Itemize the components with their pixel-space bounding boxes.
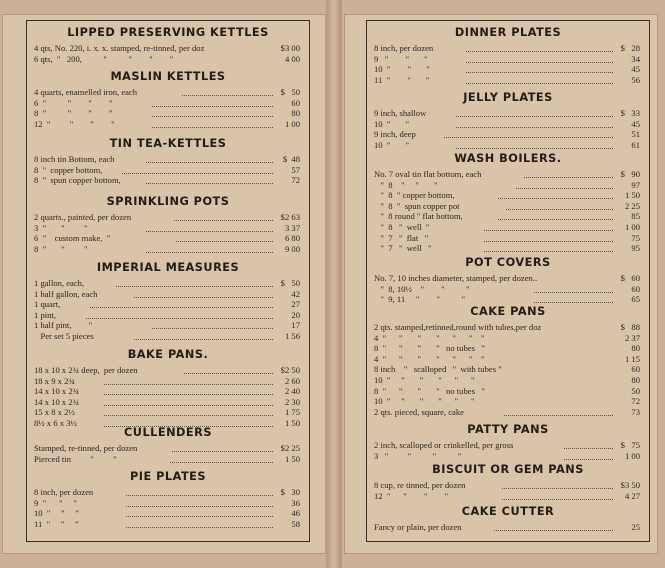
price-row xyxy=(367,273,649,284)
section-bake-pans xyxy=(27,348,309,429)
price-row xyxy=(27,119,309,130)
price-row xyxy=(367,322,649,333)
item-description: 18 x 10 x 2¾ deep, per dozen xyxy=(34,365,138,375)
section-cake-cutter xyxy=(367,505,649,533)
price-row xyxy=(367,201,649,212)
section-title: CAKE PANS xyxy=(470,305,546,318)
price-row xyxy=(367,64,649,75)
item-price: 45 xyxy=(631,64,640,75)
item-price: 97 xyxy=(631,179,640,190)
price-row xyxy=(27,376,309,387)
price-row xyxy=(27,98,309,109)
item-price: $ 28 xyxy=(620,43,640,53)
price-row xyxy=(367,169,649,180)
item-description: 9 inch, shallow xyxy=(374,108,427,118)
item-description: 8½ x 6 x 3½ xyxy=(34,417,77,428)
item-description: 10 " " xyxy=(374,139,409,150)
item-price: 58 xyxy=(291,518,300,529)
item-price: 1 00 xyxy=(624,450,640,461)
section-jelly-plates xyxy=(367,91,649,150)
leader-dots xyxy=(524,176,613,178)
item-price: 80 xyxy=(631,374,640,385)
item-description: " 8 " well " xyxy=(374,221,430,232)
price-row xyxy=(367,211,649,222)
item-price: 1 00 xyxy=(284,118,300,129)
item-description: 10 " " " " " " xyxy=(374,374,475,385)
price-row xyxy=(27,165,309,176)
leader-dots xyxy=(152,115,273,117)
price-row xyxy=(367,440,649,451)
item-price: 80 xyxy=(291,108,300,119)
item-price: 73 xyxy=(631,406,640,417)
item-price: 61 xyxy=(631,139,640,150)
price-row xyxy=(27,108,309,119)
price-row xyxy=(27,519,309,530)
item-price: 51 xyxy=(631,129,640,140)
section-wash-boilers xyxy=(367,152,649,254)
section-pie-plates xyxy=(27,470,309,529)
item-price: 2 25 xyxy=(624,200,640,211)
item-price: 65 xyxy=(631,294,640,305)
item-price: $ 90 xyxy=(620,169,640,179)
item-price: $3 50 xyxy=(620,480,640,490)
price-row xyxy=(27,365,309,376)
item-description: 10 " " " xyxy=(34,508,79,519)
leader-dots xyxy=(184,372,273,374)
leader-dots xyxy=(170,461,273,463)
item-description: 9 inch, deep xyxy=(374,129,416,140)
leader-dots xyxy=(126,515,273,517)
item-description: No. 7 oval tin flat bottom, each xyxy=(374,169,482,179)
item-description: 15 x 8 x 2½ xyxy=(34,407,75,418)
item-description: 10 " " " " " " xyxy=(374,396,475,407)
leader-dots xyxy=(466,61,613,63)
price-row xyxy=(27,454,309,465)
leader-dots xyxy=(126,494,273,496)
leader-dots xyxy=(502,487,613,489)
price-row xyxy=(27,289,309,300)
leader-dots xyxy=(126,505,273,507)
price-row xyxy=(367,407,649,418)
item-description: 3 " " " " xyxy=(374,450,462,461)
price-row xyxy=(367,333,649,344)
leader-dots xyxy=(104,393,273,395)
price-row xyxy=(27,320,309,331)
item-price: 1 75 xyxy=(284,407,300,418)
leader-dots xyxy=(484,229,613,231)
item-description: 14 x 10 x 2¾ xyxy=(34,386,80,397)
price-row xyxy=(27,233,309,244)
price-row xyxy=(27,212,309,223)
item-description: Fancy or plain, per dozen xyxy=(374,522,462,532)
item-price: 42 xyxy=(291,288,300,299)
leader-dots xyxy=(146,182,273,184)
item-description: 9 " " " xyxy=(34,497,77,508)
item-description: 1 gallon, each, xyxy=(34,278,85,288)
price-row xyxy=(27,43,309,54)
leader-dots xyxy=(152,105,273,107)
item-description: " 9, 11 " " " xyxy=(374,294,466,305)
item-price: 60 xyxy=(631,364,640,375)
item-price: 17 xyxy=(291,320,300,331)
item-price: $ 50 xyxy=(280,87,300,97)
price-row xyxy=(367,190,649,201)
price-row xyxy=(27,386,309,397)
item-description: 6 " custom make, " xyxy=(34,233,111,244)
leader-dots xyxy=(484,250,613,252)
section-title: TIN TEA-KETTLES xyxy=(109,137,227,150)
leader-dots xyxy=(176,240,273,242)
leader-dots xyxy=(534,301,613,303)
price-row xyxy=(367,480,649,491)
item-description: Stamped, re-tinned, per dozen xyxy=(34,443,138,453)
right-price-list xyxy=(366,20,650,542)
item-price: $2 50 xyxy=(280,365,300,375)
item-description: 9 " " " xyxy=(374,53,428,64)
item-description: 4 " " " " " " " xyxy=(374,353,485,364)
section-patty-pans xyxy=(367,423,649,461)
leader-dots xyxy=(146,161,273,163)
leader-dots xyxy=(86,317,273,319)
item-price: 45 xyxy=(631,118,640,129)
leader-dots xyxy=(498,197,613,199)
section-title: BISCUIT OR GEM PANS xyxy=(432,463,584,476)
section-tin-tea-kettles xyxy=(27,137,309,186)
section-title: PATTY PANS xyxy=(467,423,549,436)
item-price: 36 xyxy=(291,497,300,508)
leader-dots xyxy=(504,414,613,416)
price-row xyxy=(27,498,309,509)
leader-dots xyxy=(134,296,273,298)
item-price: 1 15 xyxy=(624,353,640,364)
item-price: 9 00 xyxy=(284,243,300,254)
leader-dots xyxy=(456,126,613,128)
item-price: 72 xyxy=(291,175,300,186)
leader-dots xyxy=(466,71,613,73)
price-row xyxy=(27,244,309,255)
price-row xyxy=(367,522,649,533)
section-title: DINNER PLATES xyxy=(454,26,562,39)
item-price: 1 00 xyxy=(624,221,640,232)
item-price: 1 50 xyxy=(624,190,640,201)
leader-dots xyxy=(104,404,273,406)
item-price: 60 xyxy=(291,97,300,108)
price-row xyxy=(27,443,309,454)
item-price: 34 xyxy=(631,53,640,64)
leader-dots xyxy=(90,306,273,308)
leader-dots xyxy=(116,285,273,287)
section-title: SPRINKLING POTS xyxy=(106,195,230,208)
section-title: PIE PLATES xyxy=(129,470,207,483)
section-biscuit-or-gem-pans xyxy=(367,463,649,501)
leader-dots xyxy=(152,327,273,329)
item-price: $ 33 xyxy=(620,108,640,118)
leader-dots xyxy=(466,82,613,84)
item-description: " 8 " spun copper pot xyxy=(374,200,460,211)
leader-dots xyxy=(502,498,613,500)
item-price: $ 75 xyxy=(620,440,640,450)
item-description: 1 quart, xyxy=(34,299,61,310)
item-price: 6 80 xyxy=(284,233,300,244)
leader-dots xyxy=(126,526,273,528)
item-description: 8 " copper bottom, xyxy=(34,164,103,175)
item-price: 57 xyxy=(291,164,300,175)
price-row xyxy=(367,75,649,86)
price-row xyxy=(367,129,649,140)
item-price: 25 xyxy=(631,522,640,532)
leader-dots xyxy=(104,383,273,385)
section-title: POT COVERS xyxy=(465,256,551,269)
item-description: 8 inch tin Bottom, each xyxy=(34,154,115,164)
price-row xyxy=(367,222,649,233)
leader-dots xyxy=(146,230,273,232)
item-description: 3 " " " xyxy=(34,222,88,233)
item-price: 27 xyxy=(291,299,300,310)
item-price: 60 xyxy=(631,283,640,294)
price-row xyxy=(367,386,649,397)
item-price: 1 56 xyxy=(284,330,300,341)
leader-dots xyxy=(174,219,273,221)
price-row xyxy=(27,397,309,408)
section-cullenders xyxy=(27,426,309,464)
leader-dots xyxy=(564,458,613,460)
item-description: " 7 " well " xyxy=(374,243,432,254)
item-price: 46 xyxy=(291,508,300,519)
price-row xyxy=(367,354,649,365)
section-title: CULLENDERS xyxy=(124,426,212,439)
item-description: 2 inch, scalloped or crinkelled, per gross xyxy=(374,440,514,450)
item-price: 4 27 xyxy=(624,490,640,501)
section-pot-covers xyxy=(367,256,649,305)
price-row xyxy=(367,108,649,119)
item-description: 12 " " " " xyxy=(374,490,449,501)
leader-dots xyxy=(498,218,613,220)
item-description: 2 quarts., painted, per dozen xyxy=(34,212,132,222)
leader-dots xyxy=(484,240,613,242)
section-title: LIPPED PRESERVING KETTLES xyxy=(67,26,269,39)
item-price: 80 xyxy=(631,343,640,354)
item-price: 20 xyxy=(291,309,300,320)
item-price: $ 88 xyxy=(620,322,640,332)
price-row xyxy=(27,223,309,234)
section-title: IMPERIAL MEASURES xyxy=(96,261,240,274)
item-description: 8 " " " xyxy=(34,243,88,254)
item-description: 8 cup, re tinned, per dozen xyxy=(374,480,466,490)
item-description: 8 inch, per dozen xyxy=(374,43,434,53)
item-price: 2 37 xyxy=(624,332,640,343)
item-description: 2 qts. stamped,retinned,round with tubes,per doz xyxy=(374,322,542,332)
item-price: 3 37 xyxy=(284,222,300,233)
section-dinner-plates xyxy=(367,26,649,85)
price-row xyxy=(367,396,649,407)
book-spine xyxy=(326,0,342,568)
item-description: 8 " spun copper bottom, xyxy=(34,175,121,186)
price-row xyxy=(367,54,649,65)
item-description: 4 " " " " " " " xyxy=(374,332,485,343)
price-row xyxy=(27,331,309,342)
price-row xyxy=(367,243,649,254)
leader-dots xyxy=(564,447,613,449)
leader-dots xyxy=(122,172,273,174)
item-description: 8 " " " " no tubes " xyxy=(374,343,485,354)
leader-dots xyxy=(516,187,613,189)
item-description: 11 " " " xyxy=(374,74,430,85)
price-row xyxy=(27,299,309,310)
item-description: 1 half gallon, each xyxy=(34,288,98,299)
item-price: 4 00 xyxy=(284,53,300,64)
section-title: WASH BOILERS. xyxy=(454,152,562,165)
item-description: " 8 " copper bottom, xyxy=(374,190,455,201)
item-price: 85 xyxy=(631,211,640,222)
item-price: $ 30 xyxy=(280,487,300,497)
leader-dots xyxy=(146,251,273,253)
price-row xyxy=(367,343,649,354)
price-row xyxy=(367,491,649,502)
price-row xyxy=(27,87,309,98)
item-price: $ 50 xyxy=(280,278,300,288)
item-description: " 8 " " " xyxy=(374,179,438,190)
price-row xyxy=(367,119,649,130)
leader-dots xyxy=(456,115,613,117)
price-row xyxy=(367,43,649,54)
section-cake-pans xyxy=(367,305,649,417)
item-description: 8 " " " " xyxy=(34,108,113,119)
item-price: $2 63 xyxy=(280,212,300,222)
item-price: $ 60 xyxy=(620,273,640,283)
price-row xyxy=(27,175,309,186)
item-description: 6 qts, " 200, " " " " xyxy=(34,53,174,64)
item-description: 12 " " " " xyxy=(34,118,115,129)
item-price: 75 xyxy=(631,232,640,243)
leader-dots xyxy=(534,291,613,293)
section-title: BAKE PANS. xyxy=(127,348,209,361)
item-description: 8 inch, per dozen xyxy=(34,487,94,497)
item-description: 1 pint, xyxy=(34,309,56,320)
item-description: Per set 5 pieces xyxy=(34,330,94,341)
price-row xyxy=(27,278,309,289)
price-row xyxy=(27,310,309,321)
item-price: 56 xyxy=(631,74,640,85)
item-description: 4 qts, No. 220, i. x. x. stamped, re-tinned, per doz xyxy=(34,43,205,53)
price-row xyxy=(367,294,649,305)
item-description: 2 qts. pieced, square, cake xyxy=(374,406,464,417)
section-title: MASLIN KETTLES xyxy=(110,70,226,83)
item-price: 1 50 xyxy=(284,417,300,428)
price-row xyxy=(367,284,649,295)
price-row xyxy=(27,508,309,519)
item-price: $ 48 xyxy=(282,154,300,164)
item-description: " 8 round " flat bottom, xyxy=(374,211,463,222)
item-description: " 7 " flat " xyxy=(374,232,429,243)
price-row xyxy=(367,233,649,244)
price-row xyxy=(27,487,309,498)
item-description: 14 x 10 x 2¾ xyxy=(34,396,80,407)
item-price: 1 50 xyxy=(284,453,300,464)
leader-dots xyxy=(456,147,613,149)
item-description: 1 half pint, " xyxy=(34,320,93,331)
item-description: 4 quarts, enamelled iron, each xyxy=(34,87,138,97)
item-price: 95 xyxy=(631,243,640,254)
leader-dots xyxy=(494,529,613,531)
leader-dots xyxy=(104,414,273,416)
item-description: 10 " " xyxy=(374,118,409,129)
leader-dots xyxy=(134,338,273,340)
item-price: $2 25 xyxy=(280,443,300,453)
leader-dots xyxy=(466,50,613,52)
leader-dots xyxy=(506,208,613,210)
price-row xyxy=(367,140,649,151)
item-price: 2 60 xyxy=(284,375,300,386)
item-price: 2 40 xyxy=(284,386,300,397)
section-imperial-measures xyxy=(27,261,309,342)
item-description: " 8, 10½ " " " xyxy=(374,283,470,294)
section-sprinkling-pots xyxy=(27,195,309,254)
section-title: CAKE CUTTER xyxy=(461,505,555,518)
item-price: $3 00 xyxy=(280,43,300,53)
item-description: No. 7, 10 inches diameter, stamped, per dozen.. xyxy=(374,273,538,283)
item-price: 50 xyxy=(631,385,640,396)
section-maslin-kettles xyxy=(27,70,309,129)
price-row xyxy=(367,451,649,462)
item-price: 72 xyxy=(631,396,640,407)
left-price-list xyxy=(26,20,310,542)
item-description: Pierced tin " " xyxy=(34,453,117,464)
item-description: 6 " " " " xyxy=(34,97,113,108)
price-row xyxy=(367,180,649,191)
price-row xyxy=(27,154,309,165)
price-row xyxy=(27,54,309,65)
leader-dots xyxy=(444,136,613,138)
item-price: 2 30 xyxy=(284,396,300,407)
section-title: JELLY PLATES xyxy=(463,91,553,104)
item-description: 8 inch " scalloped " with tubes " xyxy=(374,364,502,375)
leader-dots xyxy=(182,94,273,96)
section-lipped-preserving-kettles xyxy=(27,26,309,64)
price-row xyxy=(367,364,649,375)
item-description: 18 x 9 x 2¾ xyxy=(34,375,75,386)
leader-dots xyxy=(172,450,273,452)
leader-dots xyxy=(152,126,273,128)
price-row xyxy=(27,407,309,418)
item-description: 10 " " " xyxy=(374,64,430,75)
item-description: 11 " " " xyxy=(34,518,79,529)
price-row xyxy=(367,375,649,386)
item-description: 8 " " " " no tubes " xyxy=(374,385,485,396)
